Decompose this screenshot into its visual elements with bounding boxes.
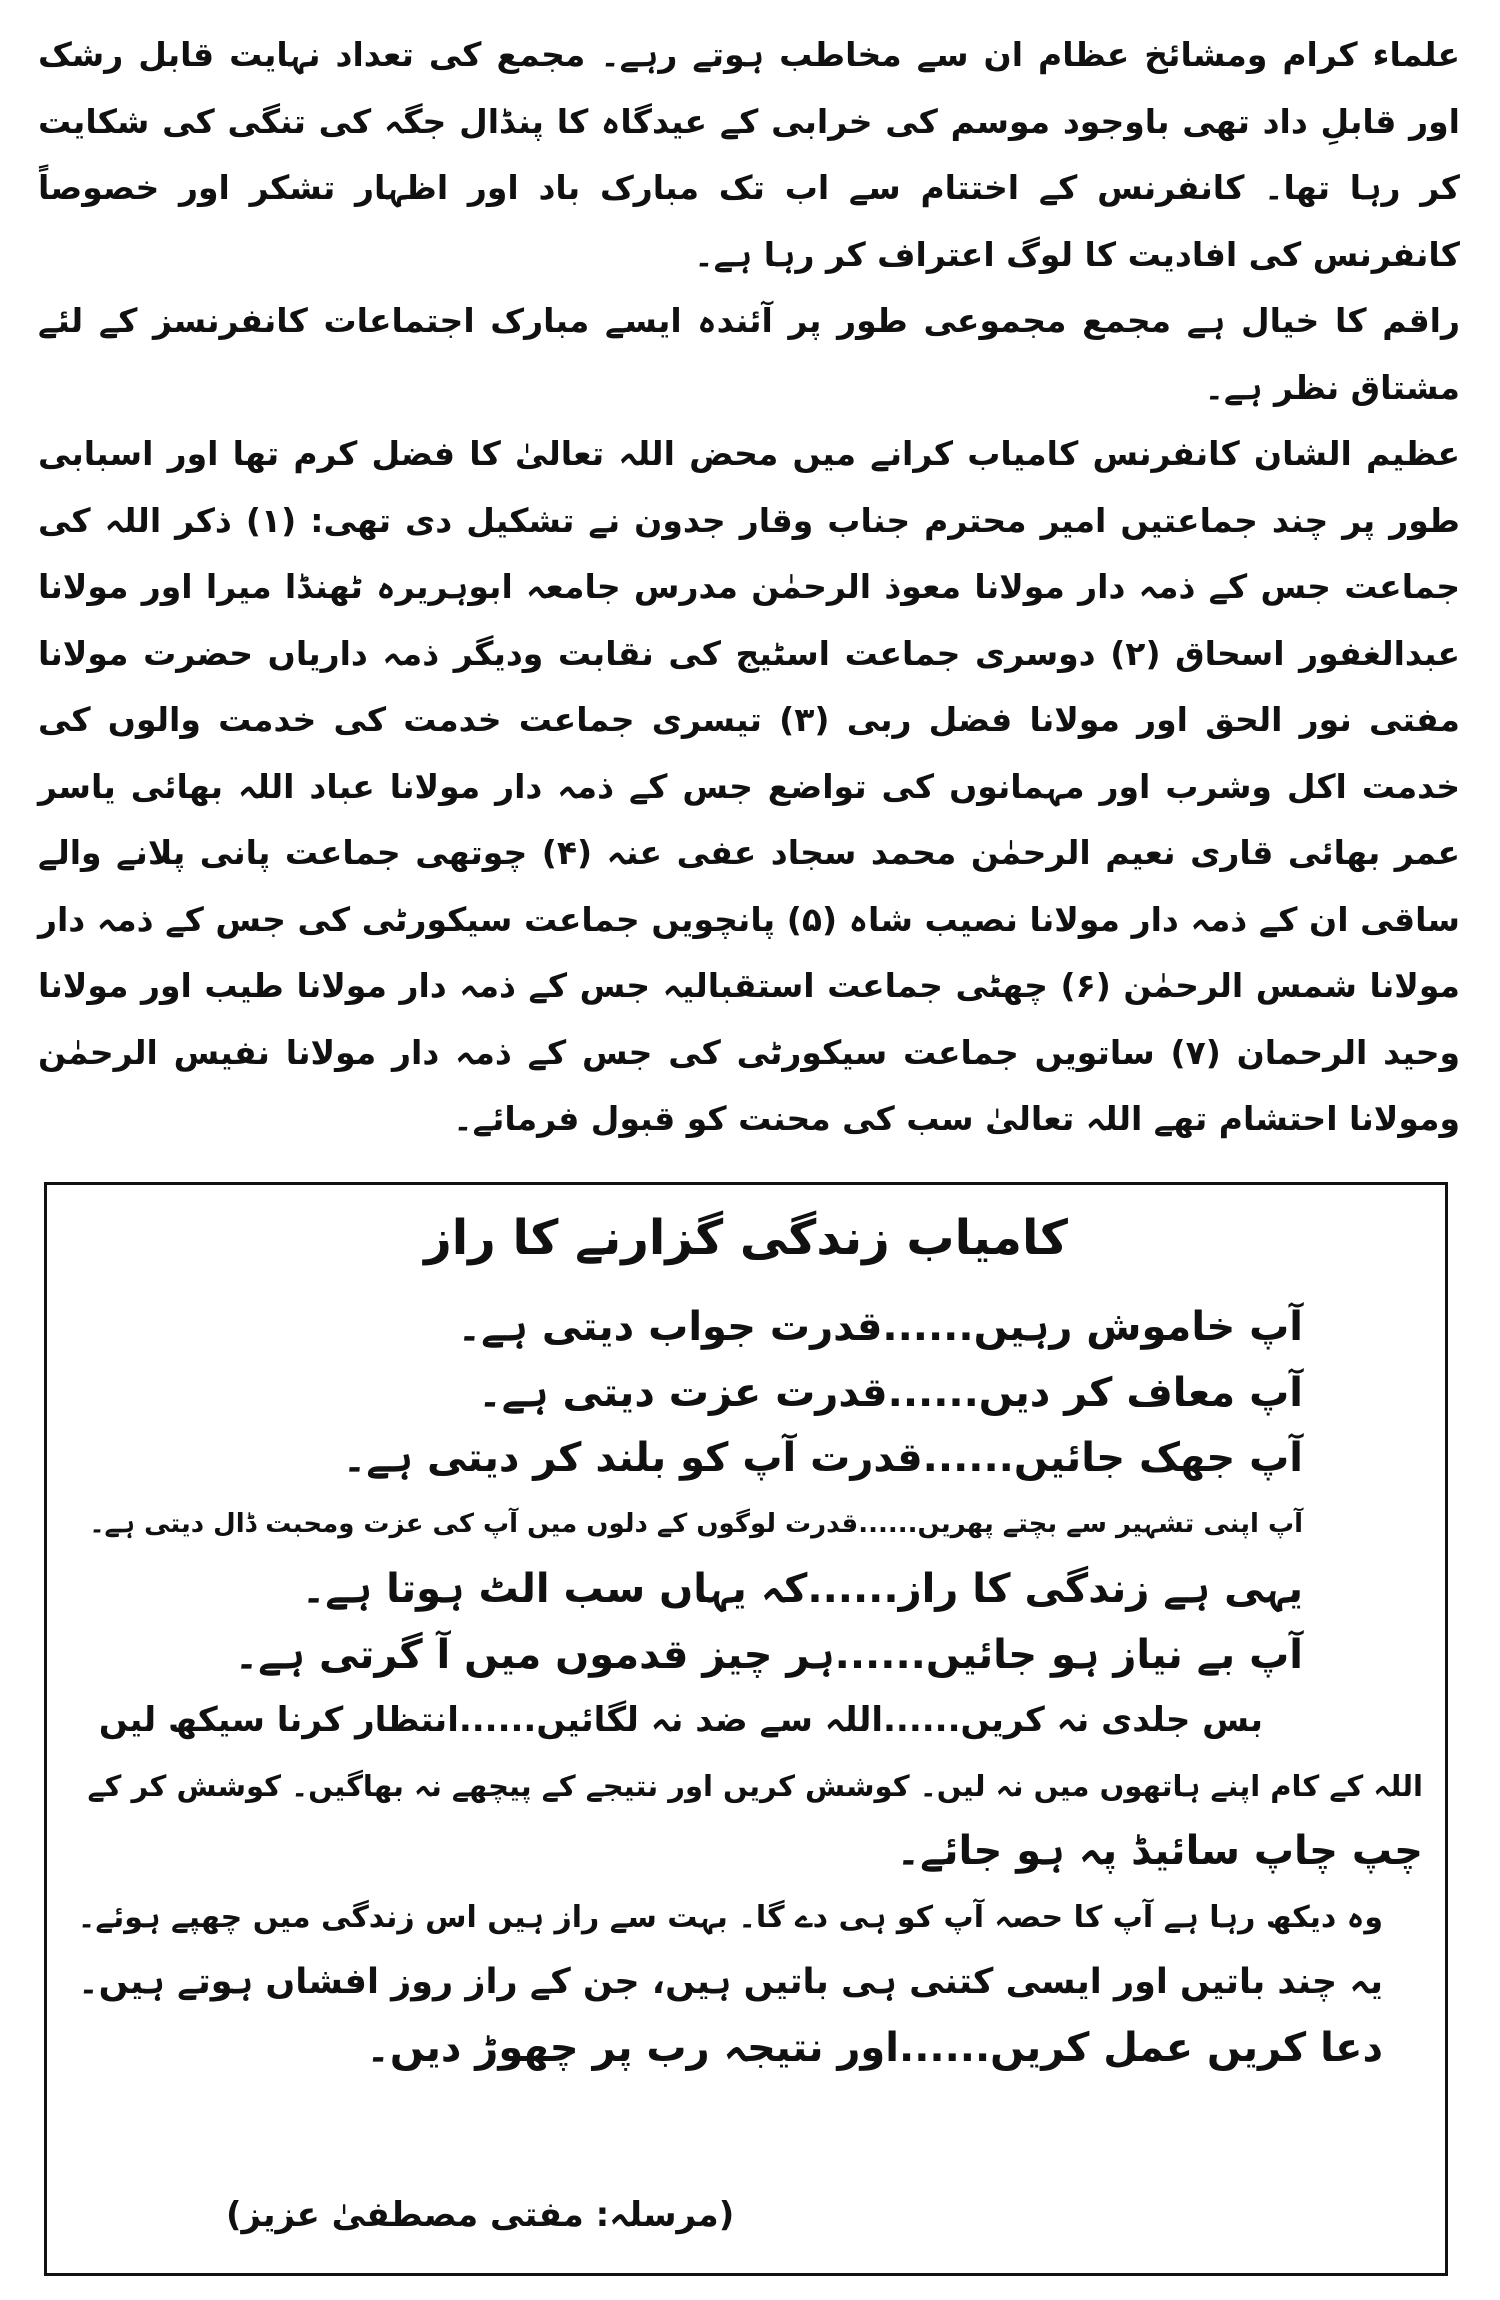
box-line: بس جلدی نہ کریں......اللہ سے ضد نہ لگائیں......انتظار کرنا سیکھ لیں — [98, 1700, 1263, 1740]
box-line: اللہ کے کام اپنے ہاتھوں میں نہ لیں۔ کوشش کریں اور نتیجے کے پیچھے نہ بھاگیں۔ کوشش کر کے — [87, 1768, 1423, 1803]
sender-credit: (مرسلہ: مفتی مصطفیٰ عزیز) — [226, 2195, 735, 2235]
box-line: آپ خاموش رہیں......قدرت جواب دیتی ہے۔ — [457, 1304, 1303, 1350]
article-paragraph: راقم کا خیال ہے مجمع مجموعی طور پر آئندہ ایسے مبارک اجتماعات کانفرنسز کے لئے مشتاق نظر ہے۔ — [38, 301, 1460, 407]
article-paragraph: عظیم الشان کانفرنس کامیاب کرانے میں محض اللہ تعالیٰ کا فضل کرم تھا اور اسبابی طور پر چند جماعتیں امیر محترم جناب وقار جدون نے تشکیل دی تھی: (۱) ذکر اللہ کی جماعت جس کے ذمہ دار مولانا معوذ الرحمٰن مدرس جامعہ ابوہریرہ ٹھنڈا میرا اور مولانا عبدالغفور اسحاق (۲) دوسری جماعت اسٹیج کی نقابت ودیگر ذمہ داریاں حضرت مولانا مفتی نور الحق اور مولانا فضل ربی (۳) تیسری جماعت خدمت کی خدمت والوں کی خدمت اکل وشرب اور مہمانوں کی تواضع جس کے ذمہ دار مولانا عباد اللہ بھائی یاسر عمر بھائی قاری نعیم الرحمٰن محمد سجاد عفی عنہ (۴) چوتھی جماعت پانی پلانے والے ساقی ان کے ذمہ دار مولانا نصیب شاہ (۵) پانچویں جماعت سیکورٹی کی جس کے ذمہ دار مولانا شمس الرحمٰن (۶) چھٹی جماعت استقبالیہ جس کے ذمہ دار مولانا طیب اور مولانا وحید الرحمان (۷) ساتویں جماعت سیکورٹی کی جس کے ذمہ دار مولانا نفیس الرحمٰن ومولانا احتشام تھے اللہ تعالیٰ سب کی محنت کو قبول فرمائے۔ — [38, 434, 1461, 1138]
article-paragraph: علماء کرام ومشائخ عظام ان سے مخاطب ہوتے رہے۔ مجمع کی تعداد نہایت قابل رشک اور قابلِ داد تھی باوجود موسم کی خرابی کے عیدگاہ کا پنڈال جگہ کی تنگی کی شکایت کر رہا تھا۔ کانفرنس کے اختتام سے اب تک مبارک باد اور اظہار تشکر اور خصوصاً کانفرنس کی افادیت کا لوگ اعتراف کر رہا ہے۔ — [38, 35, 1460, 274]
box-line: چپ چاپ سائیڈ پہ ہو جائے۔ — [896, 1828, 1423, 1874]
box-line: یہی ہے زندگی کا راز......کہ یہاں سب الٹ ہوتا ہے۔ — [301, 1566, 1303, 1612]
box-title: کامیاب زندگی گزارنے کا راز — [424, 1210, 1068, 1266]
boxed-section — [44, 1182, 1448, 2276]
box-lines — [67, 1295, 1423, 2081]
box-line: آپ اپنی تشہیر سے بچتے پھریں......قدرت لوگوں کے دلوں میں آپ کی عزت ومحبت ڈال دیتی ہے۔ — [89, 1508, 1303, 1539]
article-body — [38, 22, 1460, 1153]
box-line: یہ چند باتیں اور ایسی کتنی ہی باتیں ہیں، جن کے راز روز افشاں ہوتے ہیں۔ — [78, 1962, 1383, 2002]
box-line: آپ بے نیاز ہو جائیں......ہر چیز قدموں میں آ گرتی ہے۔ — [234, 1631, 1303, 1678]
box-line: آپ معاف کر دیں......قدرت عزت دیتی ہے۔ — [478, 1369, 1303, 1416]
box-line: آپ جھک جائیں......قدرت آپ کو بلند کر دیتی ہے۔ — [342, 1435, 1303, 1481]
box-line: وہ دیکھ رہا ہے آپ کا حصہ آپ کو ہی دے گا۔ بہت سے راز ہیں اس زندگی میں چھپے ہوئے۔ — [77, 1899, 1383, 1935]
box-line: دعا کریں عمل کریں......اور نتیجہ رب پر چھوڑ دیں۔ — [366, 2024, 1383, 2071]
